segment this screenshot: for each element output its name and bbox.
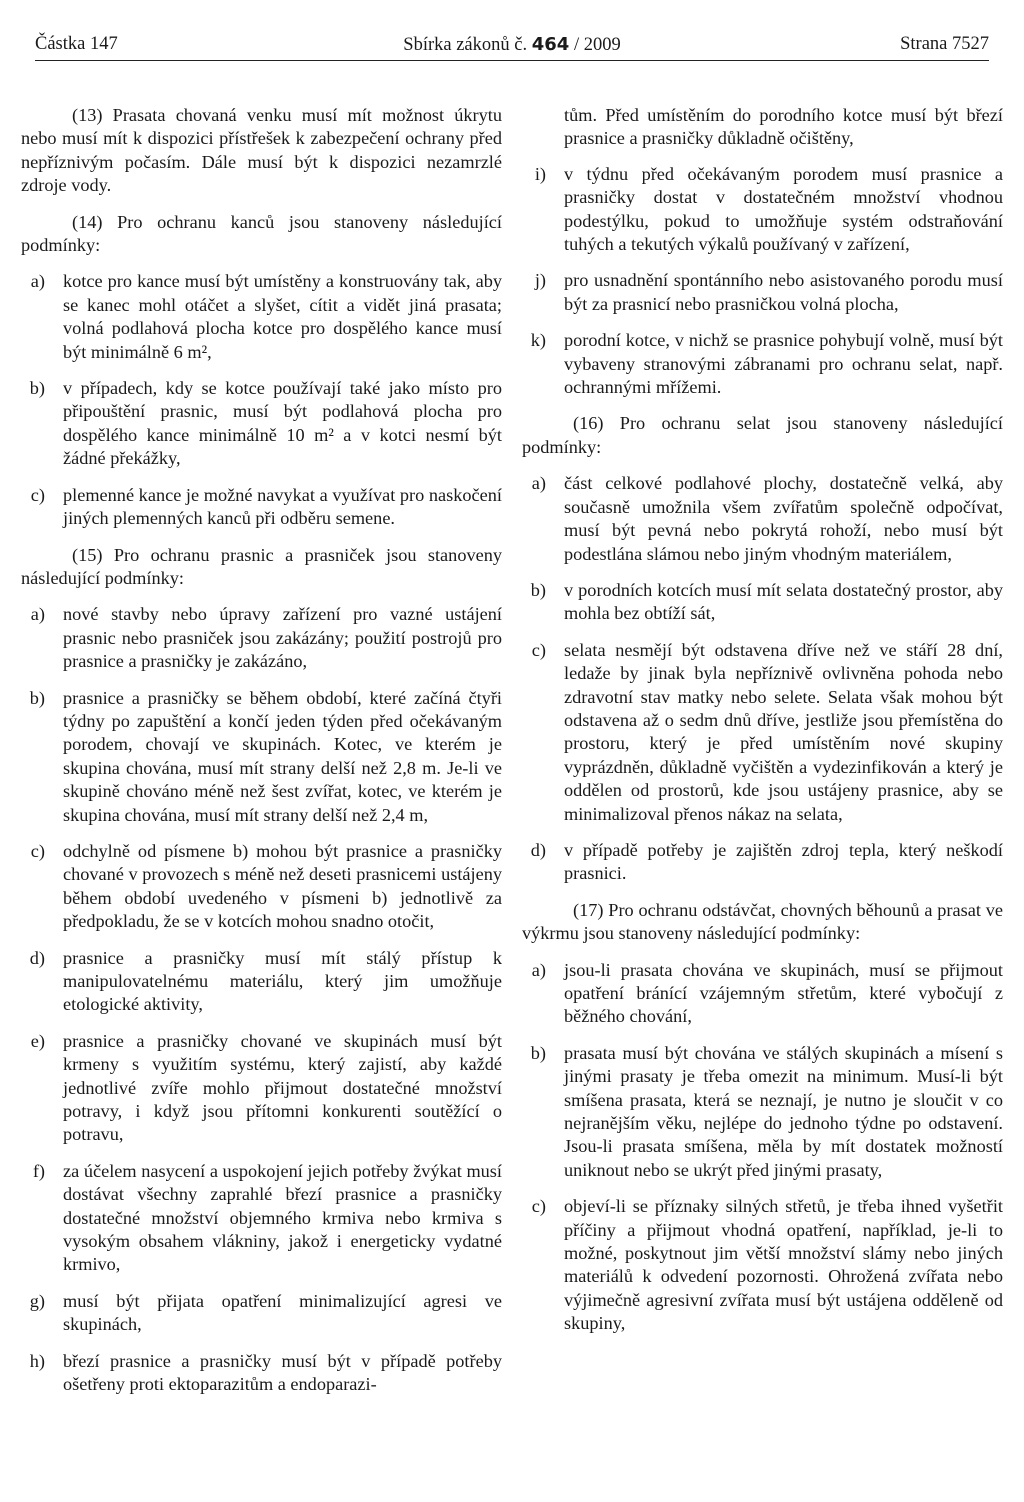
list-item-label: c)	[531, 639, 546, 660]
list-item-label: k)	[530, 330, 546, 351]
list-item-text: odchylně od písmene b) mohou být prasnice a prasničky chované v provozech s méně než deseti prasnicemi ustájeny během období uvedeného v písmeni b) jednotlivě za předpokladu, že se v kotcích mohou snadno otočit,	[63, 840, 502, 932]
list-item	[522, 329, 1003, 399]
right-column	[522, 104, 1003, 1349]
list-item	[21, 1030, 502, 1147]
list-item-text: v porodních kotcích musí mít selata dostatečný prostor, aby mohla bez obtíží sát,	[564, 579, 1003, 624]
list-item	[522, 959, 1003, 1029]
paragraph-17-intro: (17) Pro ochranu odstávčat, chovných běhounů a prasat ve výkrmu jsou stanoveny následující podmínky:	[522, 899, 1003, 944]
header-law-number: 464	[531, 34, 570, 55]
list-item	[21, 270, 502, 364]
left-column	[21, 104, 502, 1410]
list-item-label: d)	[29, 947, 45, 968]
list-item	[21, 377, 502, 471]
list-item-label: g)	[29, 1290, 45, 1311]
list-item-text: v případě potřeby je zajištěn zdroj tepla, který neškodí prasnici.	[564, 839, 1003, 884]
list-item	[21, 1160, 502, 1277]
list-item-text: objeví-li se příznaky silných střetů, je třeba ihned vyšetřit příčiny a přijmout vhodná opatření, například, je-li to možné, poskytnout jim větší množství slámy nebo jiných materiálů k odvedení pozornosti. Ohrožená zvířata nebo výjimečně agresivní zvířata musí být ustájena odděleně od skupiny,	[564, 1196, 1003, 1334]
paragraph-16-list	[522, 472, 1003, 886]
list-item-text: březí prasnice a prasničky musí být v případě potřeby ošetřeny proti ektoparazitům a endoparazi-	[63, 1350, 502, 1395]
header-part-label: Částka 147	[35, 34, 118, 54]
list-item-text: musí být přijata opatření minimalizující agresi ve skupinách,	[63, 1290, 502, 1335]
list-item	[522, 579, 1003, 626]
page-header	[35, 30, 989, 61]
list-item-label: b)	[29, 378, 45, 399]
paragraph-14-list	[21, 270, 502, 530]
list-item	[21, 1350, 502, 1397]
paragraph-13: (13) Prasata chovaná venku musí mít možnost úkrytu nebo musí mít k dispozici přístřešek k zabezpečení ochrany před nepříznivým počasím. Dále musí být k dispozici nezamrzlé zdroje vody.	[21, 105, 502, 196]
list-item-text: jsou-li prasata chována ve skupinách, musí se přijmout opatření bránící vzájemným střetům, které vybočují z běžného chování,	[564, 959, 1003, 1027]
paragraph-16-intro: (16) Pro ochranu selat jsou stanoveny následující podmínky:	[522, 413, 1003, 457]
list-item-text: prasata musí být chována ve stálých skupinách a mísení s jinými prasaty je třeba omezit na minimum. Musí-li být smíšena prasata, která se neznají, je nutno je sloučit v co nejranějším věku, nejlépe do jednoho týdne po odstavení. Jsou-li prasata smíšena, měla by mít dostatek možností uniknout nebo se ukrýt před jinými prasaty,	[564, 1042, 1003, 1180]
header-law-title	[35, 34, 989, 56]
list-item-text: prasnice a prasničky musí mít stálý přístup k manipulovatelnému materiálu, který jim umožňuje etologické aktivity,	[63, 947, 502, 1015]
list-item	[21, 603, 502, 673]
list-item-label: c)	[30, 484, 45, 505]
list-item-label: e)	[30, 1030, 45, 1051]
list-item-label: b)	[530, 1042, 546, 1063]
list-item	[21, 484, 502, 531]
list-item-label: a)	[30, 604, 45, 625]
list-item-text: část celkové podlahové plochy, dostatečně velká, aby současně umožnila všem zvířatům společně odpočívat, musí být pevná nebo pokrytá rohoží, nebo musí být podestlána slámou nebo jiným vhodným materiálem,	[564, 473, 1003, 564]
list-item-text: plemenné kance je možné navykat a využívat pro naskočení jiných plemenných kanců při odběru semene.	[63, 484, 502, 529]
list-item	[522, 1042, 1003, 1182]
list-item-label: c)	[30, 840, 45, 861]
list-item-text: v týdnu před očekávaným porodem musí prasnice a prasničky dostat v dostatečném množství vhodnou podestýlku, pokud to umožňuje systém odstraňování tuhých a tekutých výkalů používaný v zařízení,	[564, 163, 1003, 255]
header-law-year: / 2009	[573, 35, 621, 55]
list-item-label: a)	[531, 959, 546, 980]
list-item-text: kotce pro kance musí být umístěny a konstruovány tak, aby se kanec mohl otáčet a slyšet, cítit a vidět jiná prasata; volná podlahová plocha kotce pro dospělého kance musí být minimálně 6 m²,	[63, 271, 502, 362]
paragraph-15-list-continued	[522, 163, 1003, 400]
list-item-label: i)	[534, 163, 546, 184]
list-item	[522, 163, 1003, 257]
list-item-label: b)	[530, 579, 546, 600]
item-h-continuation: tům. Před umístěním do porodního kotce musí být březí prasnice a prasničky důkladně očištěny,	[564, 105, 1003, 149]
list-item-label: h)	[29, 1350, 45, 1371]
paragraph-15-list	[21, 603, 502, 1396]
list-item	[522, 639, 1003, 826]
list-item-text: porodní kotce, v nichž se prasnice pohybují volně, musí být vybaveny stranovými zábranami pro ochranu selat, např. ochrannými mřížemi.	[564, 330, 1003, 398]
list-item-label: d)	[530, 839, 546, 860]
list-item-label: j)	[534, 270, 546, 291]
header-page-number: Strana 7527	[900, 34, 989, 54]
list-item-text: nové stavby nebo úpravy zařízení pro vazné ustájení prasnic nebo prasniček jsou zakázány; použití postrojů pro prasnice a prasničky je zakázáno,	[63, 604, 502, 672]
list-item-text: za účelem nasycení a uspokojení jejich potřeby žvýkat musí dostávat všechny zaprahlé březí prasnice a prasničky dostatečné množství objemného krmiva nebo krmiva s vysokým obsahem vlákniny, jakož i energeticky vydatné krmivo,	[63, 1160, 502, 1275]
list-item-text: prasnice a prasničky chované ve skupinách musí být krmeny s využitím systému, který zajistí, aby každé jednotlivé zvíře mohlo přijmout dostatečné množství potravy, i když jsou přítomni konkurenti soutěžící o potravu,	[63, 1030, 502, 1145]
list-item-label: b)	[29, 687, 45, 708]
list-item-label: a)	[531, 473, 546, 494]
header-law-prefix: Sbírka zákonů č.	[403, 35, 528, 55]
list-item-label: f)	[32, 1160, 45, 1181]
list-item	[21, 840, 502, 934]
list-item	[522, 472, 1003, 566]
paragraph-15-intro: (15) Pro ochranu prasnic a prasniček jsou stanoveny následující podmínky:	[21, 544, 502, 588]
list-item-label: c)	[531, 1196, 546, 1217]
list-item-text: pro usnadnění spontánního nebo asistovaného porodu musí být za prasnicí nebo prasničkou volná plocha,	[564, 270, 1003, 314]
list-item	[21, 947, 502, 1017]
list-item	[522, 1195, 1003, 1335]
list-item-text: selata nesmějí být odstavena dříve než ve stáří 28 dní, ledaže by jinak byla nepříznivě ovlivněna pohoda nebo zdravotní stav matky nebo selete. Selata však mohou být odstavena až o sedm dnů dříve, jestliže jsou přemístěna do prostoru, který je před umístěním nové skupiny vyprázdněn, důkladně vyčištěn a vydezinfikován a který je oddělen od prostorů, kde jsou ustájeny prasnice, aby se minimalizoval přenos nákaz na selata,	[564, 639, 1003, 824]
list-item-text: v případech, kdy se kotce používají také jako místo pro připouštění prasnic, musí být podlahová plocha pro dospělého kance minimálně 10 m² a v kotci nesmí být žádné překážky,	[63, 378, 502, 469]
list-item	[21, 687, 502, 827]
list-item	[522, 269, 1003, 316]
list-item-label: a)	[30, 271, 45, 292]
list-item-text: prasnice a prasničky se během období, které začíná čtyři týdny po zapuštění a končí jeden týden před očekávaným porodem, chovají ve skupinách. Kotec, ve kterém je skupina chována, musí mít strany delší než 2,8 m. Je-li ve skupině chováno méně než šest zvířat, kotec, ve kterém je skupina chována, musí mít strany delší než 2,4 m,	[63, 687, 502, 825]
paragraph-14-intro: (14) Pro ochranu kanců jsou stanoveny následující podmínky:	[21, 211, 502, 256]
paragraph-17-list	[522, 959, 1003, 1336]
list-item	[21, 1290, 502, 1337]
list-item	[522, 839, 1003, 886]
